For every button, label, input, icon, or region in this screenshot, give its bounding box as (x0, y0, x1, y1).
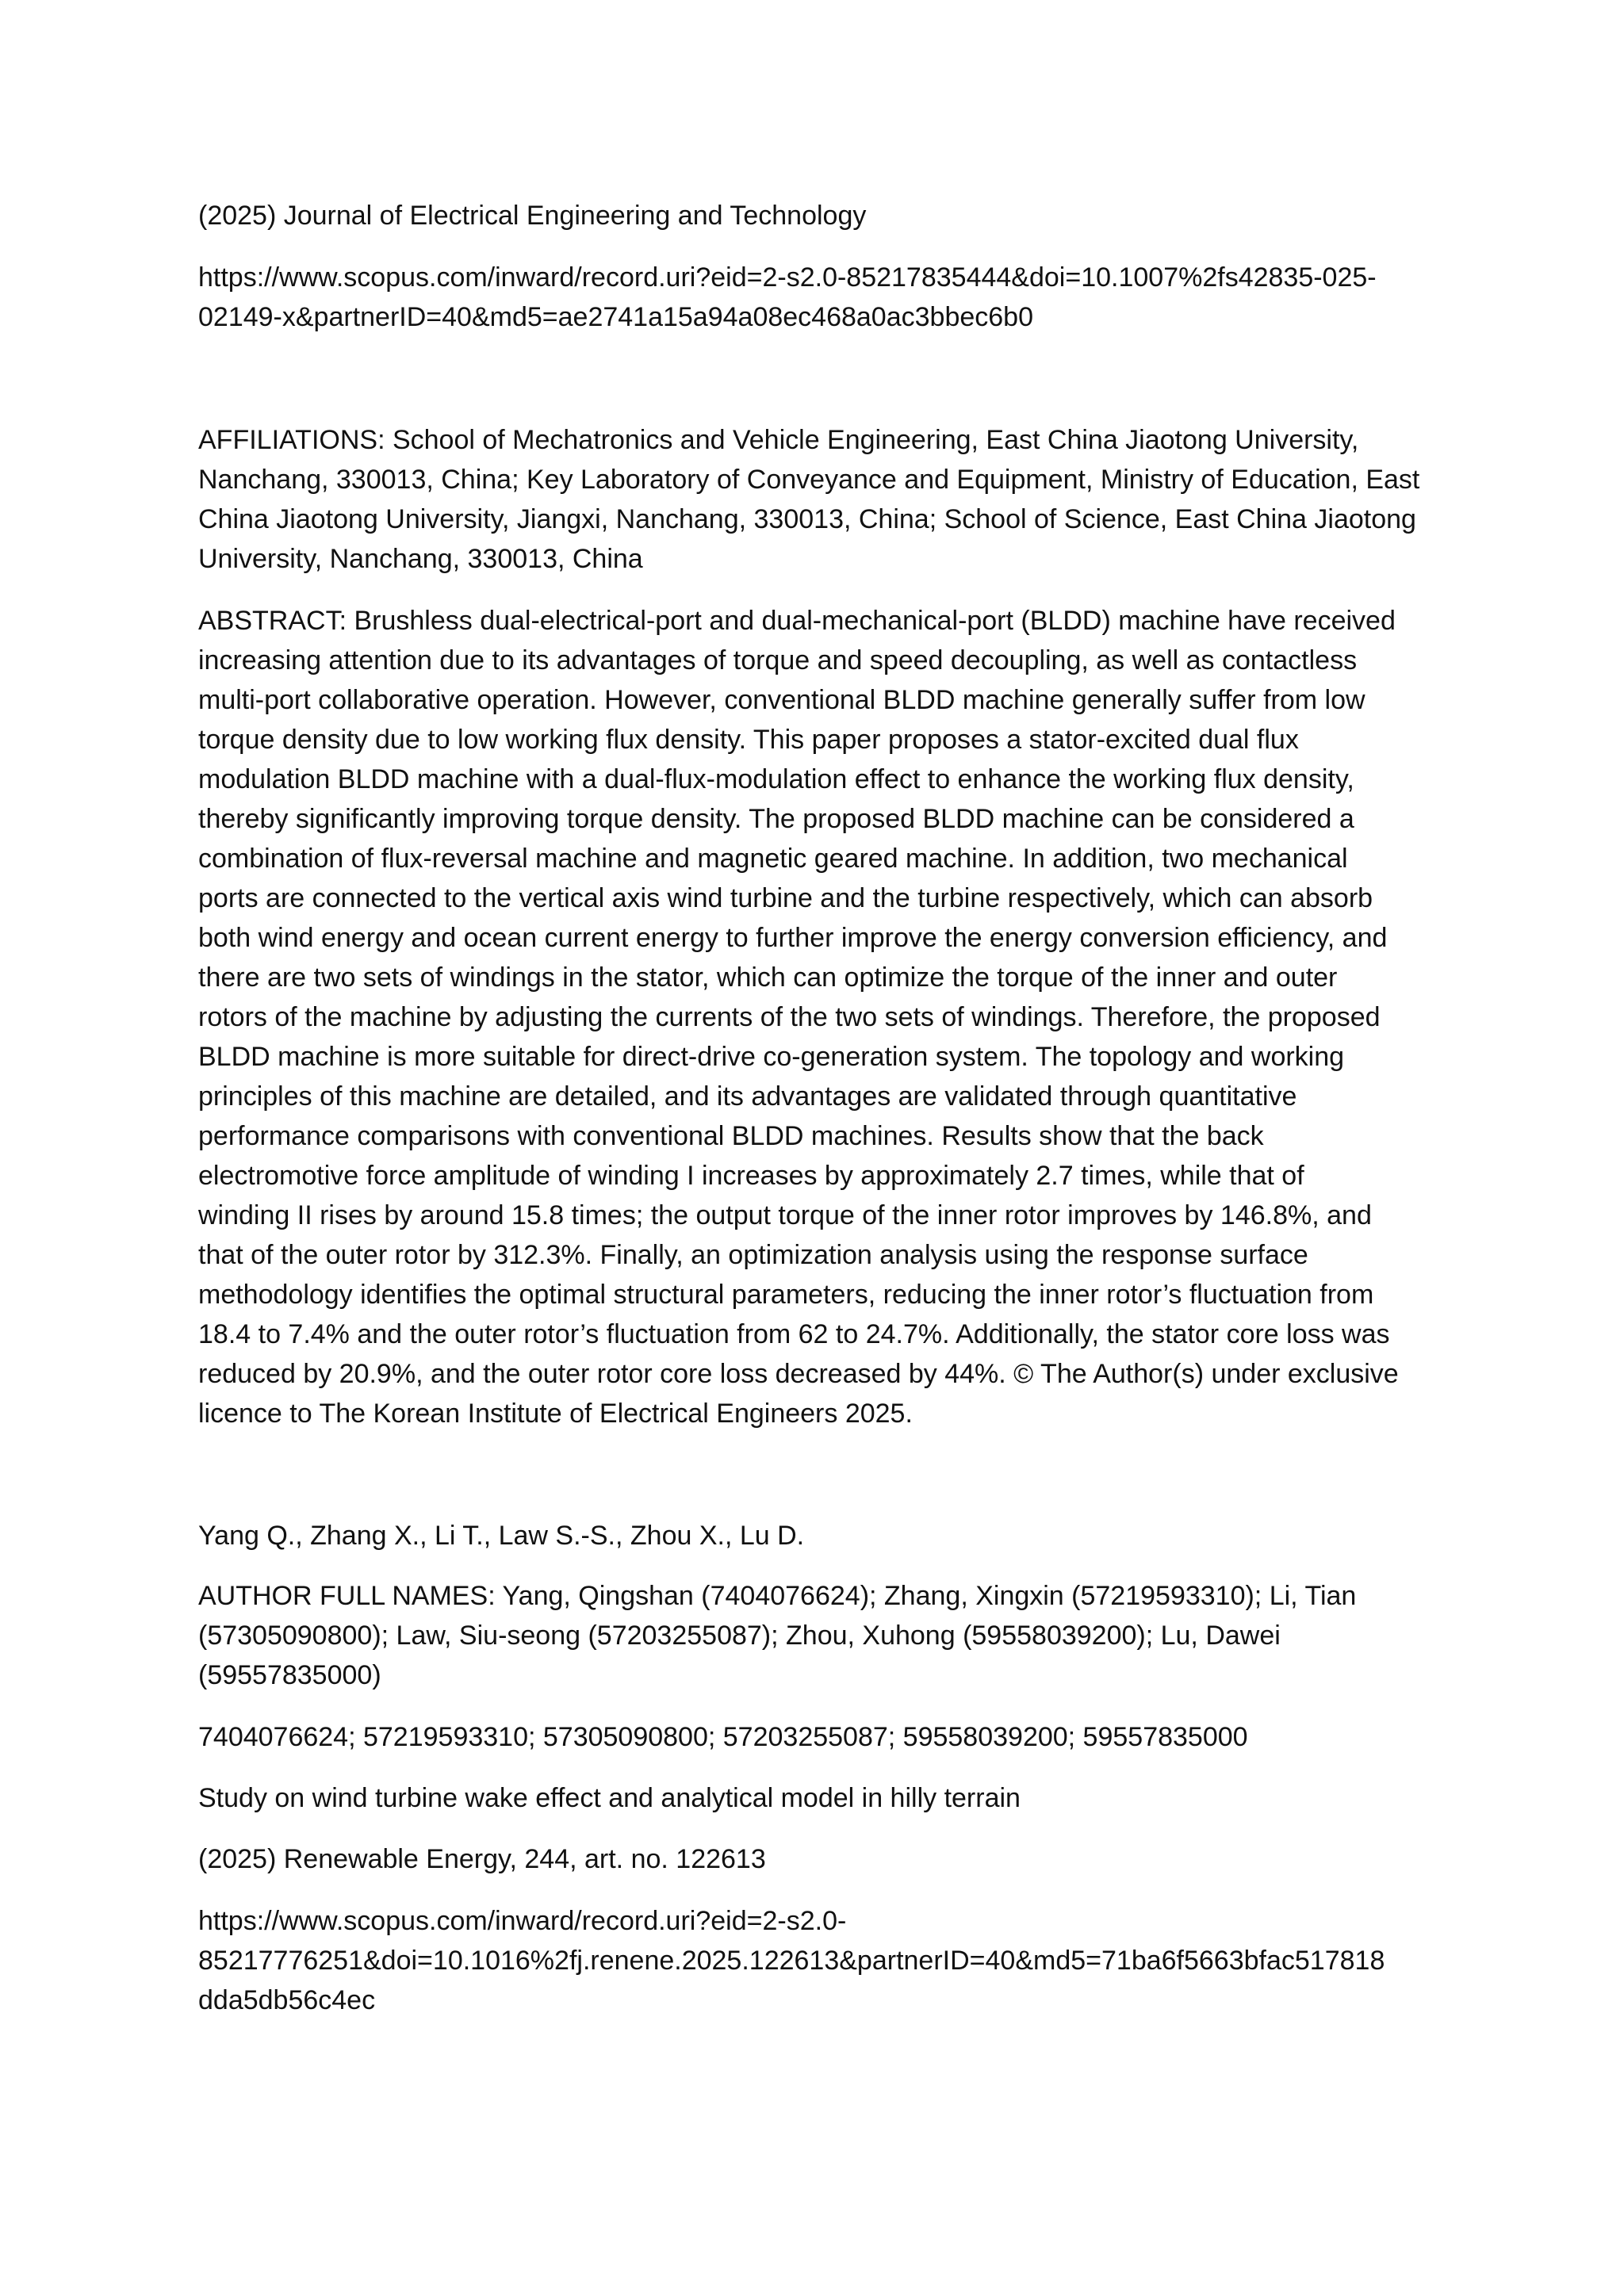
abstract-line: performance comparisons with conventional BLDD machines. Results show that the back (198, 1121, 1264, 1151)
author-full-names-line: (57305090800); Law, Siu-seong (57203255087); Zhou, Xuhong (59558039200); Lu, Dawei (198, 1621, 1281, 1651)
abstract-line: rotors of the machine by adjusting the currents of the two sets of windings. Therefore, the proposed (198, 1002, 1381, 1032)
abstract-line: licence to The Korean Institute of Electrical Engineers 2025. (198, 1399, 913, 1429)
abstract-line: thereby significantly improving torque density. The proposed BLDD machine can be considered a (198, 804, 1354, 834)
abstract-line: modulation BLDD machine with a dual-flux-modulation effect to enhance the working flux density, (198, 764, 1354, 794)
author-full-names-line: (59557835000) (198, 1660, 381, 1690)
abstract-line: torque density due to low working flux density. This paper proposes a stator-excited dual flux (198, 725, 1299, 755)
abstract-line: both wind energy and ocean current energy to further improve the energy conversion efficiency, and (198, 923, 1388, 953)
record2-author-full-names (198, 1576, 1435, 1695)
article-title: Study on wind turbine wake effect and analytical model in hilly terrain (198, 1783, 1021, 1813)
record1-abstract (198, 601, 1435, 1433)
affiliations-line: University, Nanchang, 330013, China (198, 544, 643, 574)
author-full-names-line: AUTHOR FULL NAMES: Yang, Qingshan (7404076624); Zhang, Xingxin (57219593310); Li, Tian (198, 1581, 1357, 1611)
abstract-line: there are two sets of windings in the stator, which can optimize the torque of the inner and outer (198, 962, 1338, 993)
abstract-line: multi-port collaborative operation. However, conventional BLDD machine generally suffer from low (198, 685, 1365, 715)
abstract-line: winding II rises by around 15.8 times; the output torque of the inner rotor improves by 146.8%, and (198, 1200, 1372, 1230)
abstract-line: ABSTRACT: Brushless dual-electrical-port and dual-mechanical-port (BLDD) machine have received (198, 606, 1396, 636)
url-line: https://www.scopus.com/inward/record.uri?eid=2-s2.0- (198, 1906, 847, 1936)
abstract-line: principles of this machine are detailed, and its advantages are validated through quantitative (198, 1081, 1297, 1112)
record2-title (198, 1778, 1435, 1818)
abstract-line: electromotive force amplitude of winding I increases by approximately 2.7 times, while that of (198, 1161, 1304, 1191)
url-line: 85217776251&doi=10.1016%2fj.renene.2025.122613&partnerID=40&md5=71ba6f5663bfac517818 (198, 1946, 1385, 1976)
abstract-line: 18.4 to 7.4% and the outer rotor’s fluctuation from 62 to 24.7%. Additionally, the stator core loss was (198, 1319, 1390, 1349)
record1-url (198, 258, 1435, 337)
source-line: (2025) Journal of Electrical Engineering and Technology (198, 201, 867, 231)
url-line: 02149-x&partnerID=40&md5=ae2741a15a94a08ec468a0ac3bbec6b0 (198, 302, 1033, 332)
affiliations-line: AFFILIATIONS: School of Mechatronics and Vehicle Engineering, East China Jiaotong University, (198, 425, 1359, 455)
abstract-line: BLDD machine is more suitable for direct-drive co-generation system. The topology and working (198, 1042, 1345, 1072)
authors-line: Yang Q., Zhang X., Li T., Law S.-S., Zhou X., Lu D. (198, 1521, 805, 1551)
abstract-line: methodology identifies the optimal structural parameters, reducing the inner rotor’s fluctuation from (198, 1280, 1374, 1310)
url-line: https://www.scopus.com/inward/record.uri?eid=2-s2.0-85217835444&doi=10.1007%2fs42835-025- (198, 262, 1377, 293)
record1-affiliations (198, 420, 1435, 579)
record2-url (198, 1901, 1435, 2020)
affiliations-line: Nanchang, 330013, China; Key Laboratory of Conveyance and Equipment, Ministry of Education, East (198, 465, 1420, 495)
abstract-line: combination of flux-reversal machine and magnetic geared machine. In addition, two mechanical (198, 844, 1348, 874)
record1-source (198, 196, 1435, 235)
abstract-line: reduced by 20.9%, and the outer rotor core loss decreased by 44%. © The Author(s) under exclusive (198, 1359, 1399, 1389)
abstract-line: increasing attention due to its advantages of torque and speed decoupling, as well as contactless (198, 645, 1358, 675)
abstract-line: that of the outer rotor by 312.3%. Finally, an optimization analysis using the response surface (198, 1240, 1308, 1270)
abstract-line: ports are connected to the vertical axis wind turbine and the turbine respectively, which can absorb (198, 883, 1373, 913)
url-line: dda5db56c4ec (198, 1985, 376, 2015)
record2-authors (198, 1516, 1435, 1556)
author-ids-line: 7404076624; 57219593310; 57305090800; 57203255087; 59558039200; 59557835000 (198, 1722, 1248, 1752)
affiliations-line: China Jiaotong University, Jiangxi, Nanchang, 330013, China; School of Science, East China Jiaotong (198, 504, 1416, 534)
record2-author-ids (198, 1717, 1435, 1757)
source-line: (2025) Renewable Energy, 244, art. no. 122613 (198, 1844, 766, 1874)
record2-source (198, 1839, 1435, 1879)
